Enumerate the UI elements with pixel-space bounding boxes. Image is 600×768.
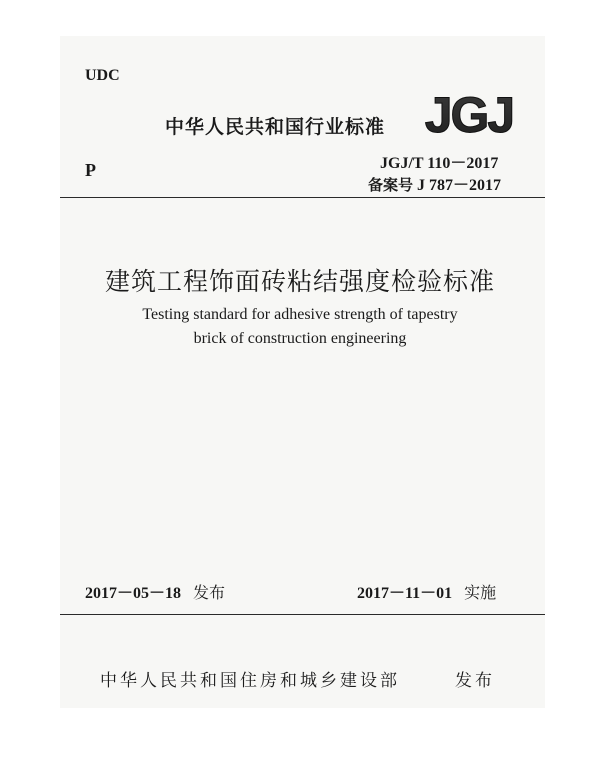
publisher-action: 发布 — [455, 671, 495, 691]
title-english-line1: Testing standard for adhesive strength of tapestry — [142, 306, 458, 323]
publisher-name: 中华人民共和国住房和城乡建设部 — [100, 671, 400, 691]
implement-label: 实施 — [464, 583, 497, 602]
title-english-line2: brick of construction engineering — [193, 330, 407, 347]
record-number-value: J 787－2017 — [417, 177, 502, 194]
jgj-logo — [420, 90, 518, 138]
implement-date-value: 2017－11－01 — [357, 585, 453, 602]
top-divider — [60, 197, 545, 198]
bottom-divider — [60, 614, 545, 615]
standard-code: JGJ/T 110－2017 — [380, 155, 499, 172]
udc-label: UDC — [85, 67, 120, 84]
issue-date-value: 2017－05－18 — [85, 585, 182, 602]
record-label: 备案号 — [368, 176, 414, 194]
title-chinese: 建筑工程饰面砖粘结强度检验标准 — [104, 267, 495, 296]
org-title: 中华人民共和国行业标准 — [165, 116, 386, 138]
issue-date — [85, 580, 225, 603]
classification-letter: P — [85, 160, 96, 180]
implement-date — [357, 580, 496, 603]
record-number — [368, 172, 501, 195]
issue-label: 发布 — [193, 583, 226, 602]
jgj-logo-text: JGJ — [424, 90, 514, 138]
